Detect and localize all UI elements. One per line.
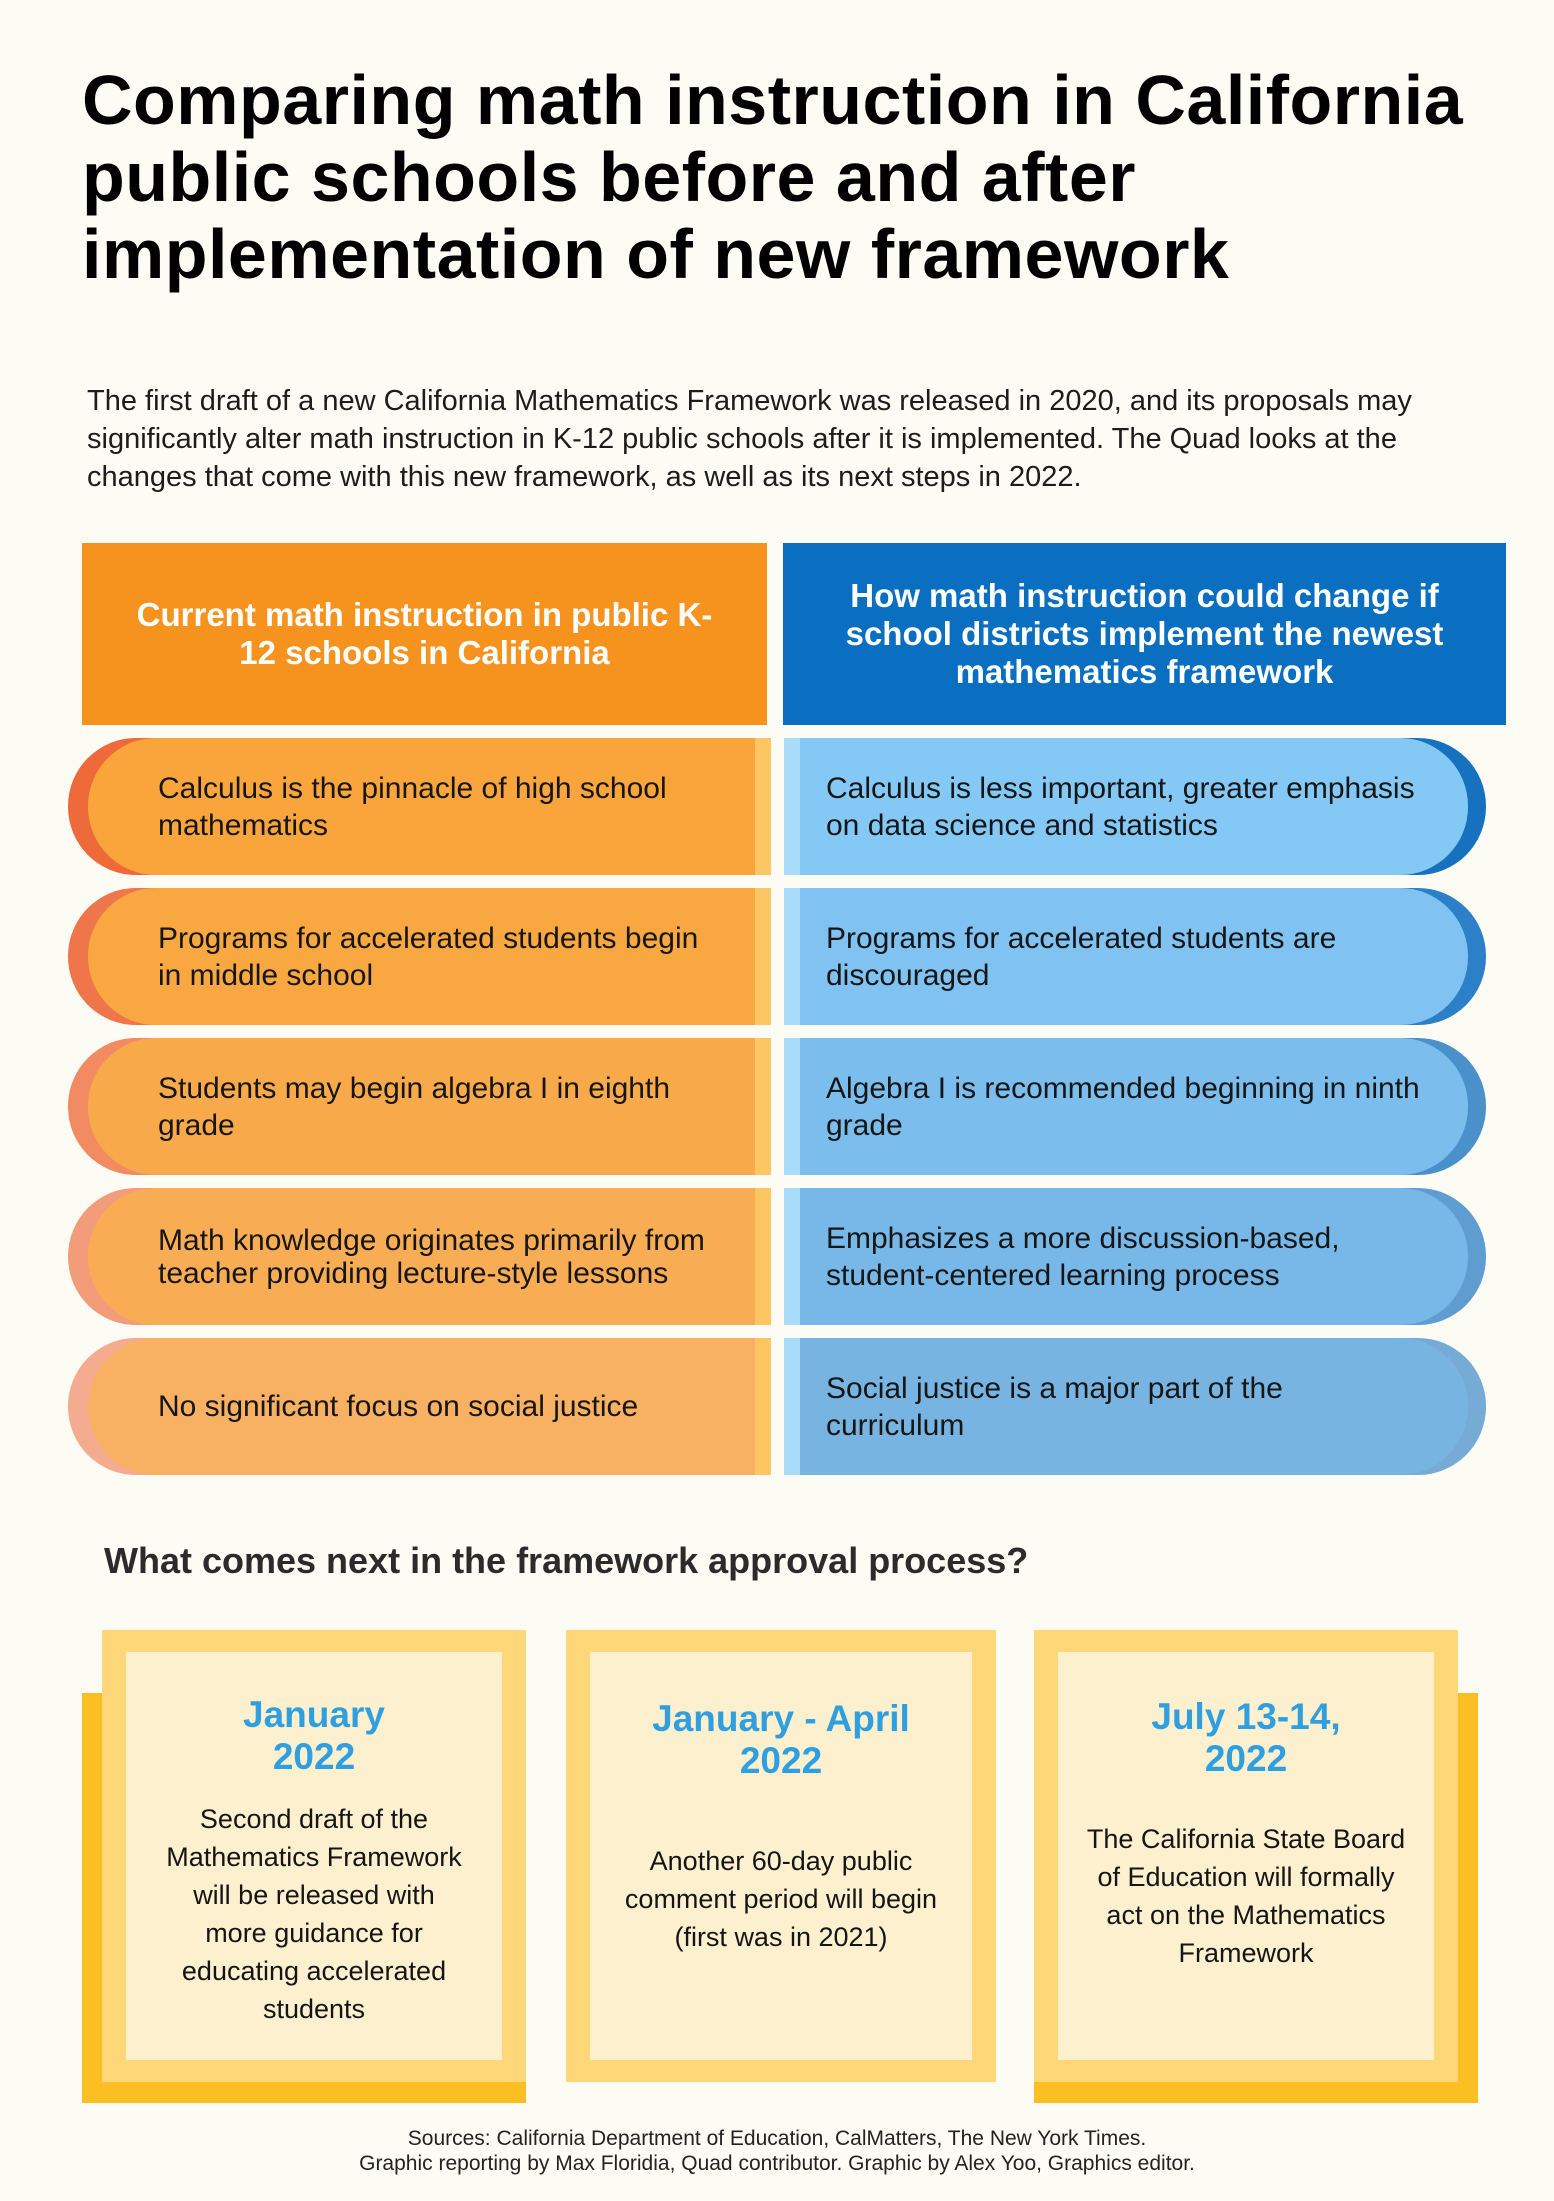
current-row-3-text: Students may begin algebra I in eighth grade <box>158 1071 671 1142</box>
new-row-1-text: Calculus is less important, greater emphasis on data science and statistics <box>826 771 1415 842</box>
new-framework-header <box>783 543 1506 725</box>
intro-paragraph: The first draft of a new California Mathematics Framework was released in 2020, and its proposals may significantly alter math instruction in K-12 public schools after it is implemented. The Quad looks at the changes that come with this new framework, as well as its next steps in 2022. <box>87 385 1412 493</box>
timeline-card-2-text: Another 60-day public comment period will begin (first was in 2021) <box>624 1846 938 1952</box>
new-row-5-text: Social justice is a major part of the curriculum <box>826 1371 1283 1442</box>
timeline-card-1-date: January 2022 <box>243 1694 385 1777</box>
new-framework-header-label: How math instruction could change if school districts implement the newest mathematics framework <box>845 577 1444 690</box>
sources-line: Sources: California Department of Education, CalMatters, The New York Times. <box>407 2127 1147 2150</box>
current-row-2-text: Programs for accelerated students begin in middle school <box>158 921 699 992</box>
current-row-4-text: Math knowledge originates primarily from teacher providing lecture-style lessons <box>158 1223 705 1290</box>
timeline-card-3-date: July 13-14, 2022 <box>1151 1696 1341 1779</box>
current-instruction-header-label: Current math instruction in public K-12 schools in California <box>136 596 713 671</box>
new-row-2-text: Programs for accelerated students are discouraged <box>826 921 1337 992</box>
timeline-card-1-text: Second draft of the Mathematics Framework will be released with more guidance for educating accelerated students <box>166 1804 462 2024</box>
page-title: Comparing math instruction in California public schools before and after implementation of new framework <box>82 61 1464 293</box>
next-steps-heading: What comes next in the framework approval process? <box>104 1540 1029 1581</box>
credits-line: Graphic reporting by Max Floridia, Quad contributor. Graphic by Alex Yoo, Graphics editor. <box>359 2152 1195 2175</box>
new-row-3-text: Algebra I is recommended beginning in ninth grade <box>826 1071 1420 1142</box>
new-row-4-text: Emphasizes a more discussion-based, student-centered learning process <box>826 1221 1340 1292</box>
sources-credits <box>0 2126 1554 2176</box>
timeline-card-3-text: The California State Board of Education will formally act on the Mathematics Framework <box>1086 1824 1406 1968</box>
current-row-1-text: Calculus is the pinnacle of high school mathematics <box>158 771 667 842</box>
current-instruction-header <box>82 543 767 725</box>
current-row-5-text: No significant focus on social justice <box>158 1390 639 1423</box>
timeline-card-2-date: January - April 2022 <box>652 1698 910 1781</box>
